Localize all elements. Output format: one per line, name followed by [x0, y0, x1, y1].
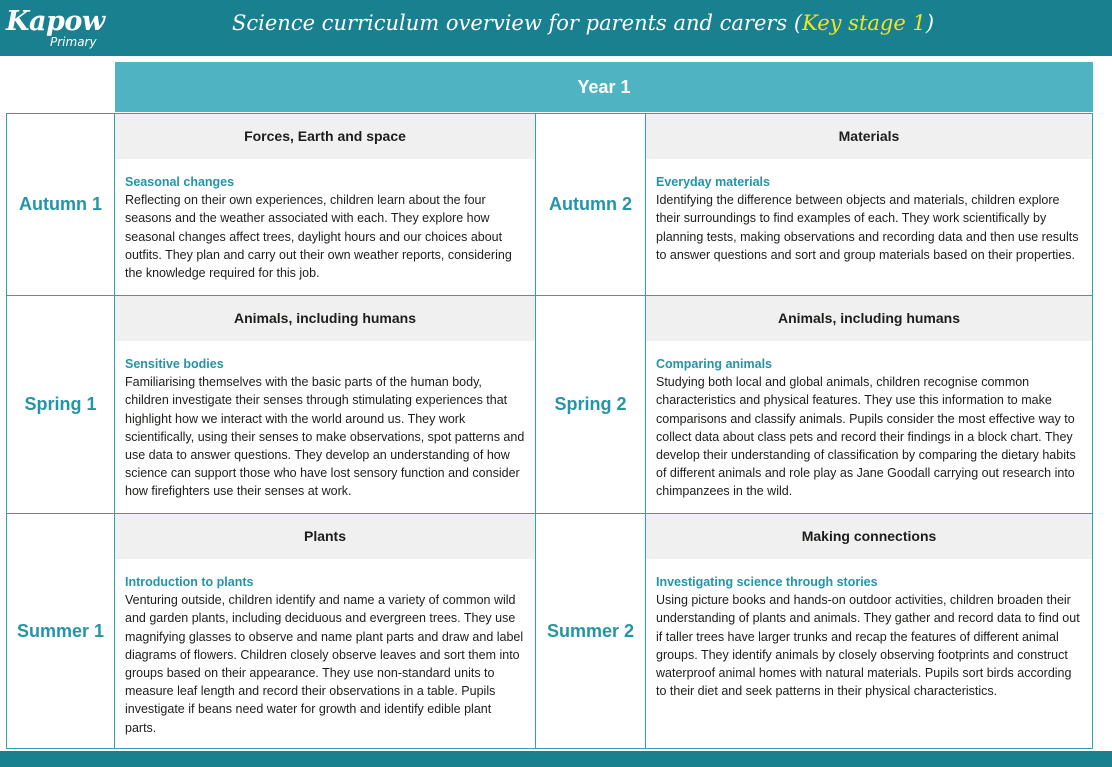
unit-title: Comparing animals: [656, 357, 772, 371]
topic-heading: Animals, including humans: [115, 296, 535, 341]
page-title-prefix: Science curriculum overview for parents and carers (: [232, 11, 803, 35]
year-heading: Year 1: [115, 62, 1093, 112]
unit-body: [115, 559, 535, 737]
curriculum-table: [6, 113, 1093, 749]
unit-body: [646, 341, 1092, 501]
page-title-highlight: Key stage 1: [802, 11, 926, 35]
logo-subtitle: Primary: [50, 35, 97, 49]
term-label: Summer 1: [7, 514, 115, 748]
footer-bar: [0, 751, 1112, 767]
unit-description: Identifying the difference between objects and materials, children explore their surroundings to find examples of each. They work scientifically by planning tests, making observations and recording data and then use results to answer questions and sort and group materials based on their properties.: [656, 193, 1079, 262]
unit-body: [646, 559, 1092, 700]
unit-description: Familiarising themselves with the basic parts of the human body, children investigate their senses through stimulating experiences that highlight how we interact with the world around us. They work scientifically, using their senses to make observations, spot patterns and use data to answer questions. They develop an understanding of how science can support those who have lost sensory function and consider how firefighters use their senses at work.: [125, 375, 525, 499]
unit-body: [646, 159, 1092, 264]
topic-heading: Forces, Earth and space: [115, 114, 535, 159]
term-label: Spring 2: [536, 296, 646, 514]
unit-cell: [115, 296, 536, 514]
term-label: Autumn 1: [7, 114, 115, 296]
unit-title: Investigating science through stories: [656, 575, 878, 589]
term-label: Spring 1: [7, 296, 115, 514]
header-bar: [0, 0, 1112, 56]
unit-cell: [646, 114, 1092, 296]
unit-description: Reflecting on their own experiences, children learn about the four seasons and the weather associated with each. They explore how seasonal changes affect trees, daylight hours and our choices about outfits. They plan and carry out their own weather reports, considering the knowledge required for this job.: [125, 193, 512, 281]
page-title-suffix: ): [925, 11, 935, 35]
unit-description: Venturing outside, children identify and name a variety of common wild and garden plants, including deciduous and evergreen trees. They use magnifying glasses to observe and name plant parts and draw and label diagrams of flowers. Children closely observe leaves and sort them into groups based on their appearance. They use non-standard units to measure leaf length and record their observations in a table. Pupils investigate if beans need water for growth and identify edible plant parts.: [125, 593, 524, 735]
logo-wordmark: Kapow: [6, 6, 105, 37]
unit-title: Everyday materials: [656, 175, 770, 189]
page-title: [232, 11, 934, 35]
unit-body: [115, 159, 535, 282]
unit-cell: [115, 114, 536, 296]
unit-cell: [646, 514, 1092, 748]
unit-title: Sensitive bodies: [125, 357, 224, 371]
unit-title: Introduction to plants: [125, 575, 254, 589]
term-label: Autumn 2: [536, 114, 646, 296]
unit-body: [115, 341, 535, 501]
topic-heading: Animals, including humans: [646, 296, 1092, 341]
unit-title: Seasonal changes: [125, 175, 235, 189]
kapow-logo: [6, 6, 105, 52]
unit-description: Studying both local and global animals, children recognise common characteristics and physical features. They use this information to make comparisons and classify animals. Pupils consider the most effective way to collect data about class pets and record their findings in a block chart. They develop their understanding of classification by comparing the dietary habits of different animals and role play as Jane Goodall carrying out research into chimpanzees in the wild.: [656, 375, 1076, 499]
topic-heading: Making connections: [646, 514, 1092, 559]
term-label: Summer 2: [536, 514, 646, 748]
unit-cell: [115, 514, 536, 748]
unit-cell: [646, 296, 1092, 514]
unit-description: Using picture books and hands-on outdoor activities, children broaden their understanding of plants and animals. They gather and record data to find out if taller trees have larger trunks and recap the features of different animal groups. They identify animals by closely observing footprints and construct waterproof animal homes with natural materials. Pupils sort birds according to their diet and seek patterns in their physical characteristics.: [656, 593, 1080, 699]
topic-heading: Materials: [646, 114, 1092, 159]
topic-heading: Plants: [115, 514, 535, 559]
